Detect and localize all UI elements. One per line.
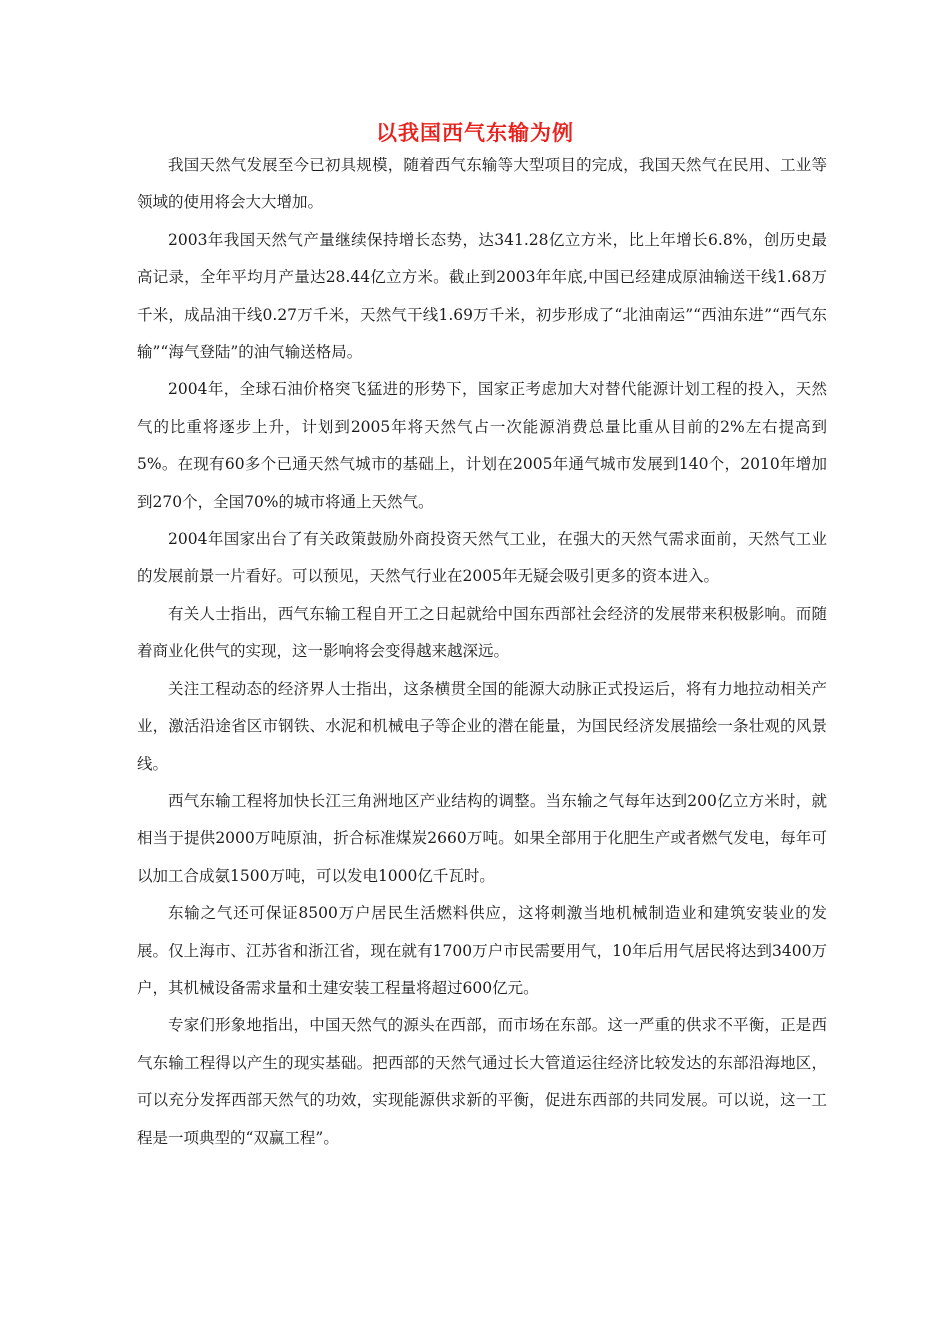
document-title: 以我国西气东输为例	[376, 120, 574, 145]
paragraph: 专家们形象地指出，中国天然气的源头在西部，而市场在东部。这一严重的供求不平衡，正是西气东输工程得以产生的现实基础。把西部的天然气通过长大管道运往经济比较发达的东部沿海地区，可以充分发挥西部天然气的功效，实现能源供求新的平衡，促进东西部的共同发展。可以说，这一工程是一项典型的“双赢工程”。	[137, 1016, 827, 1147]
paragraph: 有关人士指出，西气东输工程自开工之日起就给中国东西部社会经济的发展带来积极影响。而随着商业化供气的实现，这一影响将会变得越来越深远。	[137, 604, 827, 661]
paragraph: 关注工程动态的经济界人士指出，这条横贯全国的能源大动脉正式投运后，将有力地拉动相关产业，激活沿途省区市钢铁、水泥和机械电子等企业的潜在能量，为国民经济发展描绘一条壮观的风景线。	[137, 679, 827, 773]
paragraph: 东输之气还可保证8500万户居民生活燃料供应，这将刺激当地机械制造业和建筑安装业的发展。仅上海市、江苏省和浙江省，现在就有1700万户市民需要用气，10年后用气居民将达到3400万户，其机械设备需求量和土建安装工程量将超过600亿元。	[137, 904, 827, 997]
paragraph: 2004年国家出台了有关政策鼓励外商投资天然气工业，在强大的天然气需求面前，天然气工业的发展前景一片看好。可以预见，天然气行业在2005年无疑会吸引更多的资本进入。	[137, 530, 827, 586]
paragraph: 我国天然气发展至今已初具规模，随着西气东输等大型项目的完成，我国天然气在民用、工业等领域的使用将会大大增加。	[137, 156, 827, 212]
paragraph: 2003年我国天然气产量继续保持增长态势，达341.28亿立方米，比上年增长6.8%，创历史最高记录，全年平均月产量达28.44亿立方米。截止到2003年年底,中国已经建成原油输送干线1.68万千米，成品油干线0.27万千米，天然气干线1.69万千米，初步形成了“北油南运”“西油东进”“西气东输”“海气登陆”的油气输送格局。	[137, 230, 827, 362]
paragraph: 2004年，全球石油价格突飞猛进的形势下，国家正考虑加大对替代能源计划工程的投入，天然气的比重将逐步上升，计划到2005年将天然气占一次能源消费总量比重从目前的2%左右提高到5%。在现有60多个已通天然气城市的基础上，计划在2005年通气城市发展到140个，2010年增加到270个，全国70%的城市将通上天然气。	[137, 380, 827, 511]
paragraph: 西气东输工程将加快长江三角洲地区产业结构的调整。当东输之气每年达到200亿立方米时，就相当于提供2000万吨原油，折合标准煤炭2660万吨。如果全部用于化肥生产或者燃气发电，每年可以加工合成氨1500万吨，可以发电1000亿千瓦时。	[137, 791, 827, 885]
document-body	[137, 147, 827, 1157]
